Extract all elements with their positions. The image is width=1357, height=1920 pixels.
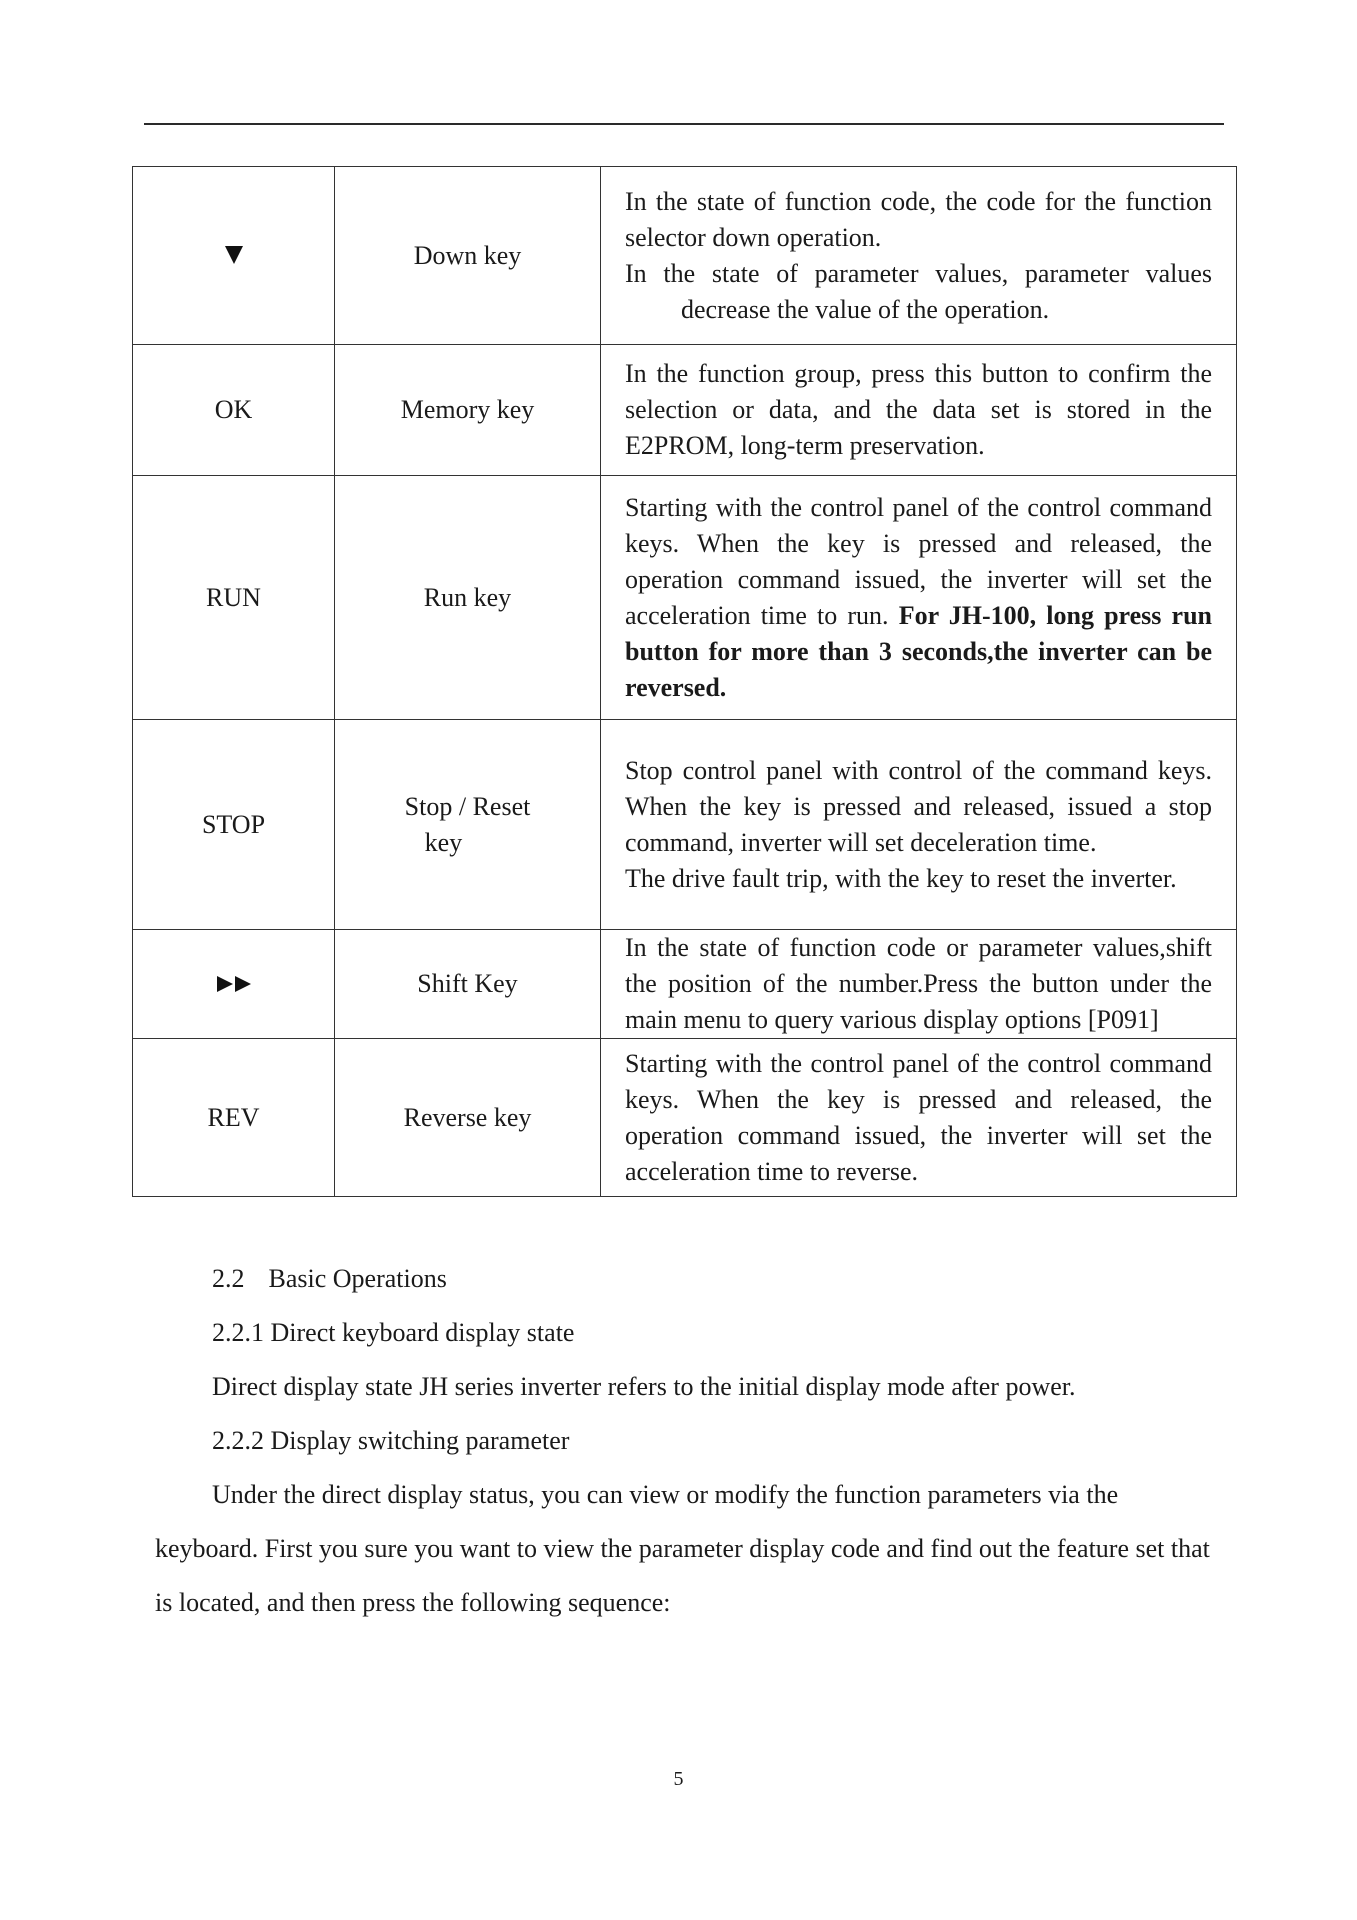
key-symbol-label: OK [133, 345, 335, 476]
body-paragraph: Direct display state JH series inverter refers to the initial display mode after power. [212, 1372, 1076, 1401]
key-name: Reverse key [335, 1039, 601, 1197]
section-heading [212, 1261, 447, 1297]
section-number: 2.2 [212, 1264, 245, 1293]
key-symbol-label: STOP [133, 720, 335, 930]
desc-text: Starting with the control panel of the control command keys. When the key is pressed and released, the operation command issued, the inverter will set the acceleration time to run. [625, 492, 1212, 630]
desc-line: In the function group, press this button to confirm the selection or data, and the data set is stored in the E2PROM, long-term preservation. [625, 359, 1212, 460]
keypad-table [132, 166, 1237, 1197]
header-rule [144, 123, 1224, 125]
key-name: Memory key [335, 345, 601, 476]
desc-bold-note: For JH-100, long press run button for more than 3 seconds,the inverter can be reversed. [625, 600, 1212, 702]
paragraph-rest: keyboard. First you sure you want to view the parameter display code and find out the feature set that is located, and then press the following sequence: [155, 1534, 1210, 1617]
table-row [133, 167, 1237, 345]
key-description [601, 1039, 1237, 1197]
double-right-triangle-icon [217, 976, 251, 992]
key-description [601, 476, 1237, 720]
key-name: Shift Key [335, 930, 601, 1039]
table-row [133, 345, 1237, 476]
table-row [133, 930, 1237, 1039]
subsection-heading: 2.2.2 Display switching parameter [212, 1426, 570, 1455]
table-row [133, 720, 1237, 930]
down-triangle-icon [225, 246, 243, 264]
body-paragraph [155, 1468, 1215, 1630]
desc-line: Starting with the control panel of the control command keys. When the key is pressed and released, the operation command issued, the inverter will set the acceleration time to reverse. [625, 1048, 1212, 1186]
key-name-line: Stop / Reset [404, 791, 531, 821]
desc-line: The drive fault trip, with the key to reset the inverter. [625, 863, 1177, 893]
key-symbol-cell [133, 167, 335, 345]
desc-line: In the state of function code, the code for the function selector down operation. [625, 186, 1212, 252]
desc-line: In the state of function code or parameter values,shift the position of the number.Press the button under the main menu to query various display options [P091] [625, 933, 1212, 1034]
key-name-line: key [424, 827, 463, 857]
desc-paragraph [625, 490, 1212, 706]
key-symbol-label: RUN [133, 476, 335, 720]
key-symbol-label: REV [133, 1039, 335, 1197]
key-description [601, 167, 1237, 345]
subsection-heading: 2.2.1 Direct keyboard display state [212, 1318, 575, 1347]
key-name: Run key [335, 476, 601, 720]
page-number: 5 [673, 1768, 684, 1790]
key-description [601, 345, 1237, 476]
table-row [133, 476, 1237, 720]
table-row [133, 1039, 1237, 1197]
key-description [601, 930, 1237, 1039]
paragraph-first-line: Under the direct display status, you can view or modify the function parameters via the [212, 1480, 1119, 1509]
desc-line: In the state of parameter values, parameter values [625, 258, 1212, 288]
key-name [335, 720, 601, 930]
section-title: Basic Operations [268, 1264, 447, 1293]
key-name: Down key [335, 167, 601, 345]
key-symbol-cell [133, 930, 335, 1039]
desc-line: Stop control panel with control of the command keys. When the key is pressed and released, issued a stop command, inverter will set deceleration time. [625, 755, 1212, 857]
key-description [601, 720, 1237, 930]
desc-line: decrease the value of the operation. [681, 294, 1050, 324]
